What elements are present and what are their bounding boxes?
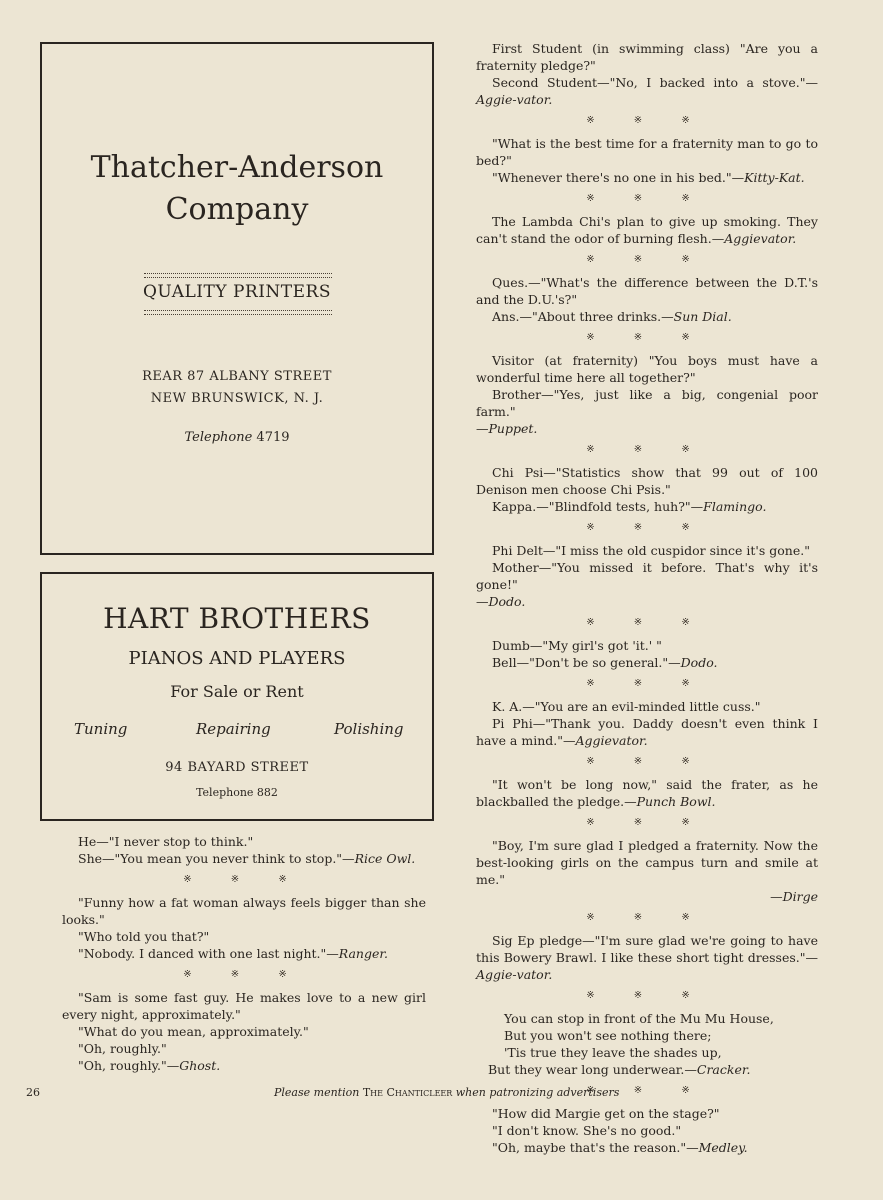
- separator-ornament: ※ ※ ※: [586, 617, 708, 628]
- joke-line: Phi Delt—"I miss the old cuspidor since it's gone.": [492, 543, 810, 558]
- dotted-rule-top: [144, 273, 332, 278]
- ad-telephone-label: Telephone: [184, 430, 253, 445]
- separator-ornament: ※ ※ ※: [586, 817, 708, 828]
- service-polishing: Polishing: [334, 720, 404, 738]
- joke-source: Sun Dial.: [673, 309, 732, 324]
- joke: [476, 837, 818, 905]
- joke-line: Chi Psi—"Statistics show that 99 out of 100 Denison men choose Chi Psis.": [476, 465, 818, 497]
- joke-line: She—"You mean you never think to stop."—Rice Owl.: [78, 851, 416, 866]
- joke-line: Visitor (at fraternity) "You boys must have a wonderful time here all together?": [476, 353, 818, 385]
- joke: [476, 1105, 818, 1156]
- ad-tagline: QUALITY PRINTERS: [142, 282, 331, 302]
- ad-title-line2: Company: [165, 192, 309, 227]
- joke: [476, 40, 818, 108]
- joke-source: Ranger.: [338, 946, 388, 961]
- ad-address: 94 BAYARD STREET: [165, 760, 309, 775]
- publication-name: The Chanticleer: [362, 1086, 453, 1099]
- joke-line: The Lambda Chi's plan to give up smoking. They can't stand the odor of burning flesh.—Aggievator.: [476, 214, 818, 246]
- joke-line: K. A.—"You are an evil-minded little cuss.": [492, 699, 761, 714]
- separator-ornament: ※ ※ ※: [586, 912, 708, 923]
- verse-line: 'Tis true they leave the shades up,: [504, 1045, 722, 1060]
- left-jokes-column: [62, 833, 426, 1074]
- verse-line: But you won't see nothing there;: [504, 1028, 712, 1043]
- separator-ornament: ※ ※ ※: [183, 969, 305, 980]
- separator-ornament: ※ ※ ※: [586, 522, 708, 533]
- joke-source: Aggievator.: [724, 231, 797, 246]
- joke-line: "Funny how a fat woman always feels bigger than she looks.": [62, 895, 426, 927]
- right-jokes-column: [476, 40, 818, 1156]
- joke: [476, 464, 818, 515]
- joke-line: Dumb—"My girl's got 'it.' ": [492, 638, 662, 653]
- hart-brothers-ad: [40, 572, 434, 821]
- joke-line: "Nobody. I danced with one last night."—Ranger.: [78, 946, 388, 961]
- ad-address: [42, 366, 432, 410]
- joke-line: "Whenever there's no one in his bed."—Kitty-Kat.: [492, 170, 805, 185]
- joke-line: "It won't be long now," said the frater, as he blackballed the pledge.—Punch Bowl.: [476, 777, 818, 809]
- joke: [476, 698, 818, 749]
- joke-line: Kappa.—"Blindfold tests, huh?"—Flamingo.: [492, 499, 767, 514]
- separator-ornament: ※ ※ ※: [586, 193, 708, 204]
- joke-line: Sig Ep pledge—"I'm sure glad we're going to have this Bowery Brawl. I like these short tight dresses."—Aggie-vator.: [476, 933, 818, 982]
- joke: [476, 932, 818, 983]
- separator-ornament: ※ ※ ※: [586, 254, 708, 265]
- joke-line: Brother—"Yes, just like a big, congenial poor farm.": [476, 387, 818, 419]
- joke-source: Kitty-Kat.: [744, 170, 805, 185]
- ad-name: HART BROTHERS: [103, 602, 371, 635]
- joke-source: Aggie-vator.: [476, 967, 553, 982]
- joke-source: Dodo.: [680, 655, 718, 670]
- joke-line: Second Student—"No, I backed into a stove."—Aggie-vator.: [476, 75, 818, 107]
- joke-line: —Puppet.: [476, 421, 538, 436]
- joke-line: "What do you mean, approximately.": [78, 1024, 309, 1039]
- joke: [476, 637, 818, 671]
- joke: [476, 274, 818, 325]
- separator-ornament: ※ ※ ※: [586, 332, 708, 343]
- joke-source: Cracker.: [696, 1062, 751, 1077]
- footer-mention: Please mention The Chanticleer when patronizing advertisers: [274, 1086, 620, 1099]
- joke: [476, 776, 818, 810]
- separator-ornament: ※ ※ ※: [586, 990, 708, 1001]
- joke: [476, 213, 818, 247]
- ad-telephone-number: 4719: [256, 430, 290, 445]
- joke: [476, 542, 818, 610]
- page-number: 26: [26, 1086, 40, 1099]
- service-tuning: Tuning: [74, 720, 128, 738]
- joke: [62, 989, 426, 1074]
- ad-address-line1: REAR 87 ALBANY STREET: [142, 369, 332, 384]
- verse-line: You can stop in front of the Mu Mu House,: [504, 1011, 774, 1026]
- joke-source: Ghost.: [179, 1058, 221, 1073]
- ad-telephone: Telephone 882: [196, 786, 278, 799]
- joke-source: Flamingo.: [703, 499, 767, 514]
- joke-source: Dirge: [782, 889, 818, 904]
- ad-subtitle: PIANOS AND PLAYERS: [128, 648, 346, 669]
- joke-line: Ques.—"What's the difference between the D.T.'s and the D.U.'s?": [476, 275, 818, 307]
- joke-source: Aggie-vator.: [476, 92, 553, 107]
- joke-line: "Oh, maybe that's the reason."—Medley.: [492, 1140, 748, 1155]
- ad-telephone: [42, 430, 432, 445]
- joke-line: He—"I never stop to think.": [78, 834, 254, 849]
- joke-line: Bell—"Don't be so general."—Dodo.: [492, 655, 718, 670]
- separator-ornament: ※ ※ ※: [586, 1085, 708, 1096]
- joke: [476, 135, 818, 186]
- joke-line: "Boy, I'm sure glad I pledged a fraternity. Now the best-looking girls on the campus turn and smile at me.": [476, 838, 818, 887]
- separator-ornament: ※ ※ ※: [586, 444, 708, 455]
- separator-ornament: ※ ※ ※: [586, 756, 708, 767]
- separator-ornament: ※ ※ ※: [183, 874, 305, 885]
- joke-line: "I don't know. She's no good.": [492, 1123, 682, 1138]
- separator-ornament: ※ ※ ※: [586, 115, 708, 126]
- joke: [62, 894, 426, 962]
- joke: [62, 833, 426, 867]
- joke-line: "Oh, roughly."—Ghost.: [78, 1058, 221, 1073]
- joke-line: First Student (in swimming class) "Are you a fraternity pledge?": [476, 41, 818, 73]
- joke-line: Mother—"You missed it before. That's why it's gone!": [476, 560, 818, 592]
- joke-source: Puppet.: [488, 421, 538, 436]
- joke-verse: [476, 1010, 818, 1078]
- joke-line: "How did Margie get on the stage?": [492, 1106, 720, 1121]
- joke-line: "Sam is some fast guy. He makes love to a new girl every night, approximately.": [62, 990, 426, 1022]
- joke-line: —Dirge: [770, 889, 818, 904]
- ad-title: [42, 147, 432, 231]
- joke-line: Pi Phi—"Thank you. Daddy doesn't even think I have a mind."—Aggievator.: [476, 716, 818, 748]
- joke-line: —Dodo.: [476, 594, 526, 609]
- ad-address-line2: NEW BRUNSWICK, N. J.: [150, 391, 324, 406]
- joke-line: "What is the best time for a fraternity man to go to bed?": [476, 136, 818, 168]
- joke: [476, 352, 818, 437]
- joke-line: "Who told you that?": [78, 929, 210, 944]
- joke-line: Ans.—"About three drinks.—Sun Dial.: [492, 309, 732, 324]
- separator-ornament: ※ ※ ※: [586, 678, 708, 689]
- joke-source: Punch Bowl.: [636, 794, 716, 809]
- joke-source: Rice Owl.: [354, 851, 416, 866]
- joke-source: Dodo.: [488, 594, 526, 609]
- joke-source: Aggievator.: [575, 733, 648, 748]
- ad-title-line1: Thatcher-Anderson: [90, 150, 384, 185]
- ad-sale-text: For Sale or Rent: [170, 682, 304, 701]
- joke-line: "Oh, roughly.": [78, 1041, 167, 1056]
- verse-line: But they wear long underwear.—Cracker.: [488, 1062, 751, 1077]
- thatcher-anderson-ad: [40, 42, 434, 555]
- dotted-rule-bottom: [144, 310, 332, 315]
- joke-source: Medley.: [698, 1140, 748, 1155]
- service-repairing: Repairing: [196, 720, 271, 738]
